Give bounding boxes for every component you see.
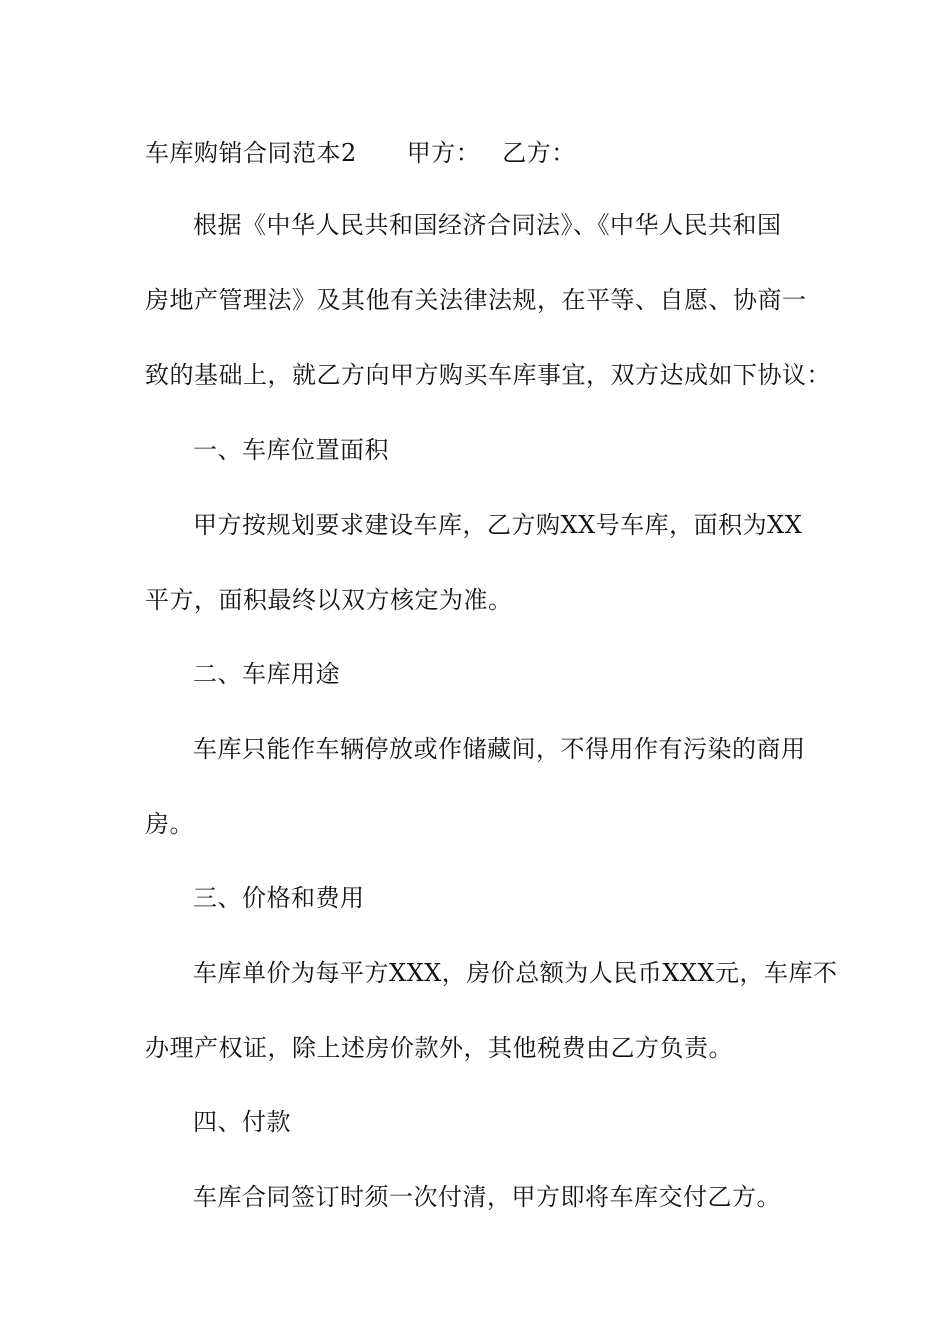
party-a-label: 甲方： (406, 139, 481, 167)
paragraph-line: 房。 (145, 810, 194, 838)
party-b-label: 乙方： (502, 139, 576, 167)
document-title: 车库购销合同范本2 (145, 139, 357, 167)
section-heading: 二、车库用途 (193, 660, 340, 688)
paragraph-line: 致的基础上，就乙方向甲方购买车库事宜，双方达成如下协议： (145, 361, 831, 389)
paragraph-line: 房地产管理法》及其他有关法律法规，在平等、自愿、协商一 (145, 286, 807, 314)
paragraph-line: 车库合同签订时须一次付清，甲方即将车库交付乙方。 (193, 1183, 781, 1211)
paragraph-line: 车库单价为每平方XXX，房价总额为人民币XXX元，车库不 (193, 959, 838, 987)
section-heading: 四、付款 (193, 1108, 291, 1136)
paragraph-line: 办理产权证，除上述房价款外，其他税费由乙方负责。 (145, 1034, 733, 1062)
paragraph-line: 平方，面积最终以双方核定为准。 (145, 586, 513, 614)
paragraph-line: 车库只能作车辆停放或作储藏间，不得用作有污染的商用 (193, 735, 806, 763)
section-heading: 一、车库位置面积 (193, 436, 389, 464)
paragraph-line: 根据《中华人民共和国经济合同法》、《中华人民共和国 (193, 211, 782, 239)
title-line (145, 138, 576, 168)
paragraph-line: 甲方按规划要求建设车库，乙方购XX号车库，面积为XX (193, 511, 803, 539)
section-heading: 三、价格和费用 (193, 884, 365, 912)
